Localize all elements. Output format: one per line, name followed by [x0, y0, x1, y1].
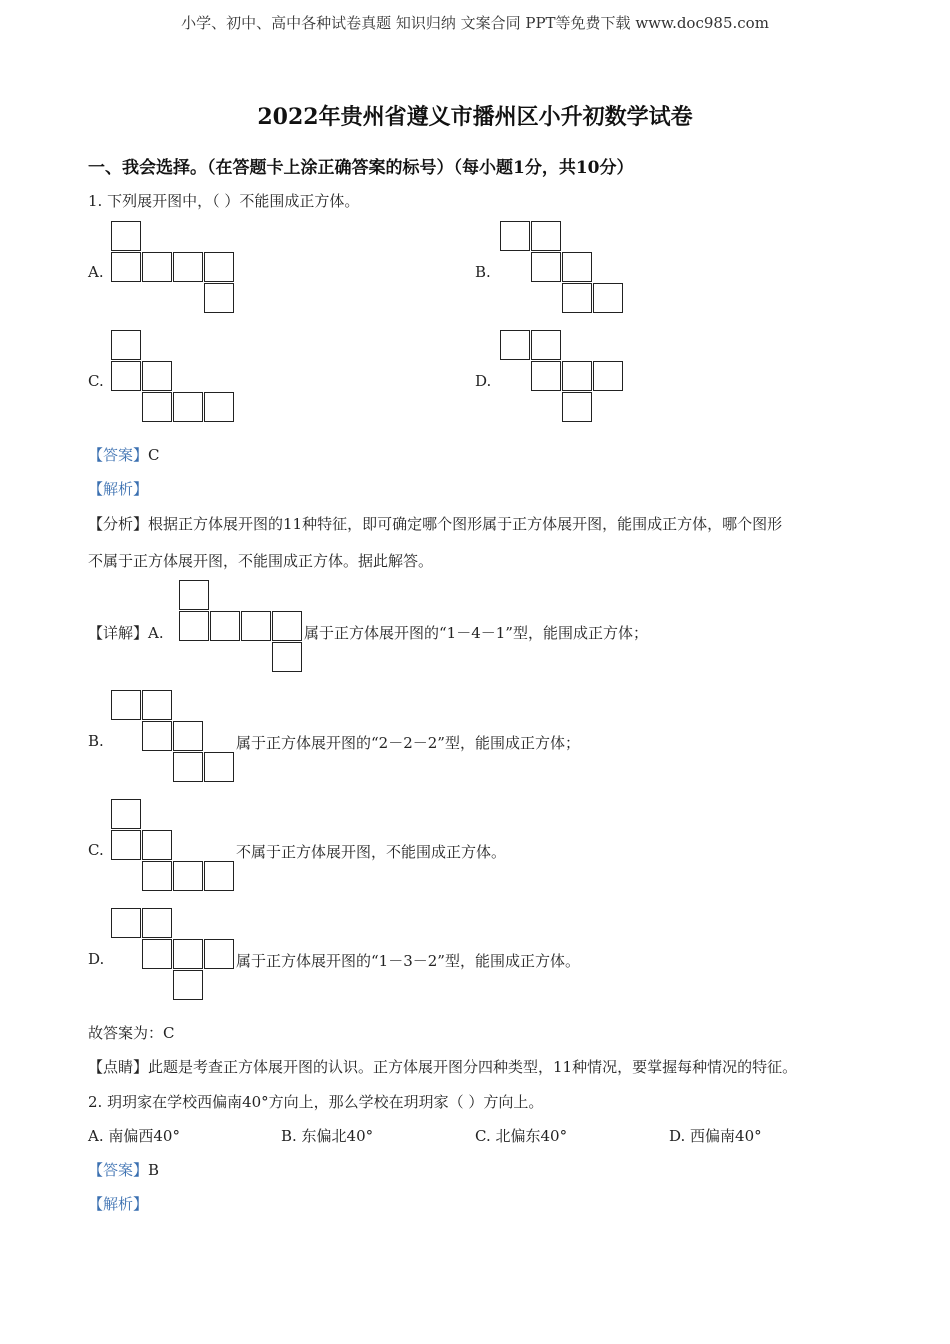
q1-fenxi-line2: 不属于正方体展开图，不能围成正方体。据此解答。: [88, 552, 434, 570]
detail-d-text: 属于正方体展开图的“1－3－2”型，能围成正方体。: [236, 952, 580, 970]
q1-analysis-tag: 【解析】: [88, 480, 149, 498]
q2-answer-line: [88, 1159, 159, 1180]
q2-option-d: D. 西偏南40°: [669, 1127, 762, 1145]
exam-title: 2022年贵州省遵义市播州区小升初数学试卷: [257, 104, 693, 130]
q1-stem: 1. 下列展开图中，（ ）不能围成正方体。: [88, 192, 360, 210]
q2-option-c: C. 北偏东40°: [475, 1127, 568, 1145]
q2-analysis-tag: 【解析】: [88, 1195, 149, 1213]
answer-tag: 【答案】: [88, 446, 149, 464]
q2-answer-tag: 【答案】: [88, 1161, 149, 1179]
q1-option-d-label: D.: [475, 372, 492, 390]
detail-a-text: 属于正方体展开图的“1－4－1”型，能围成正方体；: [304, 624, 648, 642]
q1-option-b-label: B.: [475, 263, 491, 281]
section-heading: 一、我会选择。（在答题卡上涂正确答案的标号）（每小题1分，共10分）: [88, 158, 634, 178]
detail-c-label: C.: [88, 841, 104, 859]
q1-fenxi-line1: 【分析】根据正方体展开图的11种特征，即可确定哪个图形属于正方体展开图，能围成正方体，哪个图形: [88, 515, 783, 533]
detail-c-text: 不属于正方体展开图，不能围成正方体。: [236, 843, 507, 861]
q1-conclusion: 故答案为：C: [88, 1024, 175, 1042]
q2-option-b: B. 东偏北40°: [281, 1127, 374, 1145]
q1-option-c-label: C.: [88, 372, 104, 390]
detail-b-label: B.: [88, 732, 104, 750]
detail-d-label: D.: [88, 950, 105, 968]
q1-option-a-label: A.: [88, 263, 104, 281]
page-header: 小学、初中、高中各种试卷真题 知识归纳 文案合同 PPT等免费下载 www.doc985.com: [181, 14, 769, 32]
detail-b-text: 属于正方体展开图的“2－2－2”型，能围成正方体；: [236, 734, 580, 752]
detail-prefix: 【详解】A.: [88, 624, 164, 642]
q1-answer-line: [88, 444, 160, 465]
q2-stem: 2. 玥玥家在学校西偏南40°方向上，那么学校在玥玥家（ ）方向上。: [88, 1093, 544, 1111]
q2-answer-value: B: [148, 1161, 160, 1179]
q1-dianjing: 【点睛】此题是考查正方体展开图的认识。正方体展开图分四种类型，11种情况，要掌握每种情况的特征。: [88, 1058, 798, 1076]
q2-option-a: A. 南偏西40°: [88, 1127, 180, 1145]
answer-value: C: [148, 446, 160, 464]
